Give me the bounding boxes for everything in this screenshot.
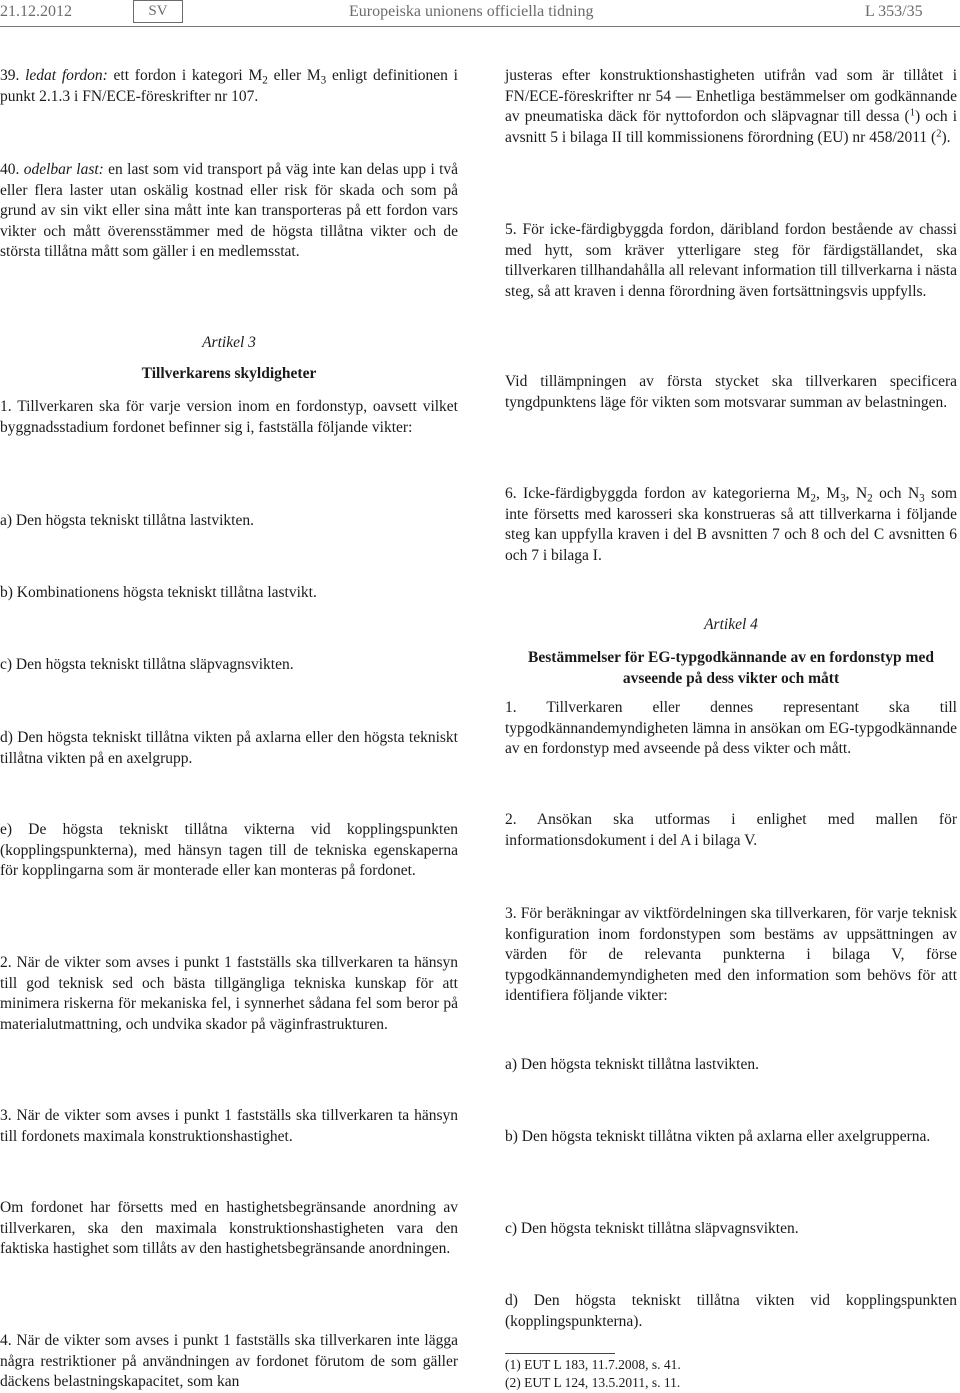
art4-list-item-c: c) Den högsta tekniskt tillåtna släpvagnsvikten. xyxy=(505,1220,799,1237)
list-item-b: b) Kombinationens högsta tekniskt tillåtna lastvikt. xyxy=(0,584,317,601)
article-4-label: Artikel 4 xyxy=(704,616,758,633)
art3-paragraph-2: 2. När de vikter som avses i punkt 1 fastställs ska tillverkaren ta hänsyn till god teknisk sed och bästa tillgängliga tekniska kunskap för att minimera riskerna för mekaniska fel, i synnerhet sådana fel som beror på materialutmattning, och undvika skador på väginfrastrukturen. xyxy=(0,954,458,1033)
article-3-label: Artikel 3 xyxy=(202,334,256,351)
list-item-c: c) Den högsta tekniskt tillåtna släpvagnsvikten. xyxy=(0,656,294,673)
definition-40: 40. odelbar last: en last som vid transport på väg inte kan delas upp i två eller flera laster utan oskälig kostnad eller risk för skada och som på grund av sin vikt eller sina mått inte kan transporteras på ett fordon vars vikter och mått överensstämmer med de högsta tillåtna vikter och de största tillåtna mått som gäller i en medlemsstat. xyxy=(0,161,459,260)
list-item-d: d) Den högsta tekniskt tillåtna vikten på axlarna eller den högsta tekniskt tillåtna vikten på en axelgrupp. xyxy=(0,729,458,767)
footnote-rule xyxy=(505,1353,615,1354)
journal-title: Europeiska unionens officiella tidning xyxy=(349,3,594,20)
language-badge: SV xyxy=(133,0,183,23)
list-item-a: a) Den högsta tekniskt tillåtna lastvikten. xyxy=(0,512,254,529)
art4-paragraph-2: 2. Ansökan ska utformas i enlighet med mallen för informationsdokument i del A i bilaga V. xyxy=(505,811,957,849)
art3-paragraph-6: 6. Icke-färdigbyggda fordon av kategorierna $M_2$, $M_3$, $N_2$ och $N_3$ som inte försetts med karosseri ska konstrueras så att tillverkarna i följande steg kan uppfylla kraven i del B avsnitten 7 och 8 och del C avsnitten 6 och 7 i bilaga I. xyxy=(505,485,957,564)
article-4-title: Bestämmelser för EG-typgodkännande av en fordonstyp med avseende på dess vikter och mått xyxy=(528,649,934,687)
art3-paragraph-4: 4. När de vikter som avses i punkt 1 fastställs ska tillverkaren inte lägga några restriktioner på användningen av fordonet förutom de som gäller däckens belastningskapacitet, som kan xyxy=(0,1332,458,1390)
art4-list-item-b: b) Den högsta tekniskt tillåtna vikten på axlarna eller axelgrupperna. xyxy=(505,1128,931,1145)
art4-paragraph-1: 1. Tillverkaren eller dennes representant ska till typgodkännandemyndigheten lämna in ansökan om EG-typgodkännande av en fordonstyp med avseende på dess vikter och mått. xyxy=(505,699,957,757)
art3-paragraph-5b: Vid tillämpningen av första stycket ska tillverkaren specificera tyngdpunktens läge för vikten som motsvarar summan av belastningen. xyxy=(505,373,957,411)
art3-paragraph-4-continued: justeras efter konstruktionshastigheten utifrån vad som är tillåtet i FN/ECE-föreskrifter nr 54 — Enhetliga bestämmelser om godkännande av pneumatiska däck för nyttofordon och släpvagnar till dessa ($^1$) och i avsnitt 5 i bilaga II till kommissionens förordning (EU) nr 458/2011 ($^2$). xyxy=(505,67,957,146)
header-rule xyxy=(0,26,960,27)
page-number: L 353/35 xyxy=(865,3,923,20)
art4-paragraph-3: 3. För beräkningar av viktfördelningen ska tillverkaren, för varje teknisk konfiguration inom fordonstypen som bestäms av uppsättningen av värden för de relevanta punkterna i bilaga V, förse typgodkännandemyndigheten med den information som behövs för att identifiera följande vikter: xyxy=(505,905,957,1004)
art4-list-item-d: d) Den högsta tekniskt tillåtna vikten vid kopplingspunkten (kopplingspunkterna). xyxy=(505,1292,957,1330)
art4-list-item-a: a) Den högsta tekniskt tillåtna lastvikten. xyxy=(505,1056,759,1073)
art3-paragraph-1: 1. Tillverkaren ska för varje version inom en fordonstyp, oavsett vilket byggnadsstadium fordonet befinner sig i, fastställa följande vikter: xyxy=(0,398,458,436)
article-3-title: Tillverkarens skyldigheter xyxy=(141,365,317,382)
footnote-1: (1) EUT L 183, 11.7.2008, s. 41. xyxy=(505,1357,681,1372)
footnote-2: (2) EUT L 124, 13.5.2011, s. 11. xyxy=(505,1375,681,1390)
publication-date: 21.12.2012 xyxy=(0,3,72,20)
definition-39: 39. ledat fordon: ett fordon i kategori $M_2$ eller $M_3$ enligt definitionen i punkt 2.1.3 i FN/ECE-föreskrifter nr 107. xyxy=(0,67,458,105)
list-item-e: e) De högsta tekniskt tillåtna vikterna vid kopplingspunkten (kopplingspunkterna), med hänsyn tagen till de tekniska egenskaperna för kopplingarna som är monterade eller kan monteras på fordonet. xyxy=(0,821,458,879)
art3-paragraph-3: 3. När de vikter som avses i punkt 1 fastställs ska tillverkaren ta hänsyn till fordonets maximala konstruktionshastighet. xyxy=(0,1107,458,1145)
art3-paragraph-3b: Om fordonet har försetts med en hastighetsbegränsande anordning av tillverkaren, ska den maximala konstruktionshastigheten vara den faktiska hastighet som tillåts av den hastighetsbegränsande anordningen. xyxy=(0,1199,458,1257)
art3-paragraph-5: 5. För icke-färdigbyggda fordon, däribland fordon bestående av chassi med hytt, som kräver ytterligare steg för färdigställandet, ska tillverkaren tillhandahålla all relevant information till tillverkarna i nästa steg, så att kraven i denna förordning även fortsättningsvis uppfylls. xyxy=(505,221,957,300)
